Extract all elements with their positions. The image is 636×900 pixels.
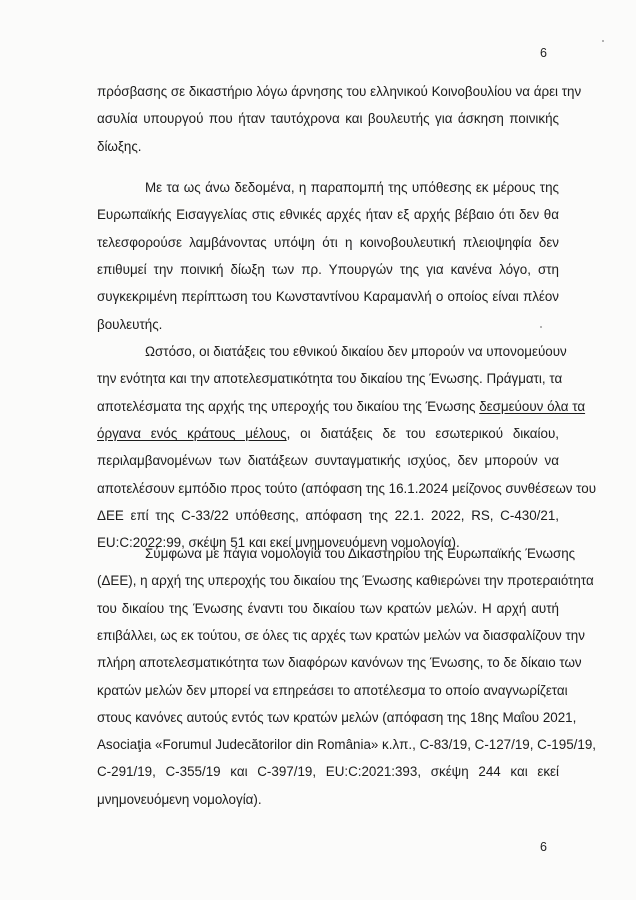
text-line: δίωξης. [97,139,142,154]
text-line [97,399,586,415]
text-line: Ωστόσο, οι διατάξεις του εθνικού δικαίου δεν μπορούν να υπονομεύουν [145,344,567,359]
text-line: βουλευτής. [97,317,163,332]
underlined-text: δεσμεύουν όλα τα [479,399,586,414]
scan-speck [602,40,604,42]
text-line: (ΔΕΕ), η αρχή της υπεροχής του δικαίου της Ένωσης καθιερώνει την προτεραιότητα [97,573,594,588]
text-line: αποτελέσουν εμπόδιο προς τούτο (απόφαση της 16.1.2024 μείζονος συνθέσεων του [97,481,597,496]
text-line: EU:C:2022:99, σκέψη 51 και εκεί μνημονευόμενη νομολογία). [97,535,460,550]
underlined-text: όργανα ενός κράτους μέλους [97,426,287,441]
text-line: μνημονευόμενη νομολογία). [97,792,262,807]
text-line: του δικαίου της Ένωσης έναντι του δικαίου των κρατών μελών. Η αρχή αυτή [97,601,559,616]
text-line: την ενότητα και την αποτελεσματικότητα του δικαίου της Ένωσης. Πράγματι, τα [97,371,563,386]
text-line: περιλαμβανομένων των διατάξεων συνταγματικής ισχύος, δεν μπορούν να [97,453,559,468]
text-line: στους κανόνες αυτούς εντός των κρατών μελών (απόφαση της 18ης Μαΐου 2021, [97,710,577,725]
page-number-top: 6 [540,46,547,60]
text-line: ΔΕΕ επί της C‑33/22 υπόθεσης, απόφαση της 22.1. 2022, RS, C‑430/21, [97,508,559,523]
text-line: επιθυμεί την ποινική δίωξη των πρ. Υπουργών της για κανένα λόγο, στη [97,262,559,277]
text-line: Asociaţia «Forumul Judecătorilor din România» κ.λπ., C‑83/19, C‑127/19, C‑195/19, [97,737,596,752]
text-line: συγκεκριμένη περίπτωση του Κωνσταντίνου Καραμανλή ο οποίος είναι πλέον [97,289,559,304]
text-line: Σύμφωνα με πάγια νομολογία του Δικαστηρίου της Ευρωπαϊκής Ένωσης [145,546,576,561]
text-line: επιβάλλει, ως εκ τούτου, σε όλες τις αρχές των κρατών μελών να διασφαλίζουν την [97,628,585,643]
text-line: πλήρη αποτελεσματικότητα των διαφόρων κανόνων της Ένωσης, το δε δίκαιο των [97,655,582,670]
scan-speck [540,326,542,328]
page-number-bottom: 6 [540,840,547,854]
text-line: ασυλία υπουργού που ήταν ταυτόχρονα και βουλευτής για άσκηση ποινικής [97,111,559,126]
text-line: Με τα ως άνω δεδομένα, η παραπομπή της υπόθεσης εκ μέρους της [145,180,559,195]
text-line: Ευρωπαϊκής Εισαγγελίας στις εθνικές αρχές ήταν εξ αρχής βέβαιο ότι δεν θα [97,207,559,222]
line-text: αποτελέσματα της αρχής της υπεροχής του δικαίου της Ένωσης [97,399,480,414]
line-text: , οι διατάξεις δε του εσωτερικού δικαίου, [286,426,559,441]
text-line: πρόσβασης σε δικαστήριο λόγω άρνησης του ελληνικού Κοινοβουλίου να άρει την [97,84,582,99]
text-line: τελεσφορούσε λαμβάνοντας υπόψη ότι η κοινοβουλευτική πλειοψηφία δεν [97,235,559,250]
text-line [97,426,559,442]
text-line: C‑291/19, C‑355/19 και C‑397/19, EU:C:2021:393, σκέψη 244 και εκεί [97,764,559,779]
text-line: κρατών μελών δεν μπορεί να επηρεάσει το αποτέλεσμα το οποίο αναγνωρίζεται [97,683,568,698]
